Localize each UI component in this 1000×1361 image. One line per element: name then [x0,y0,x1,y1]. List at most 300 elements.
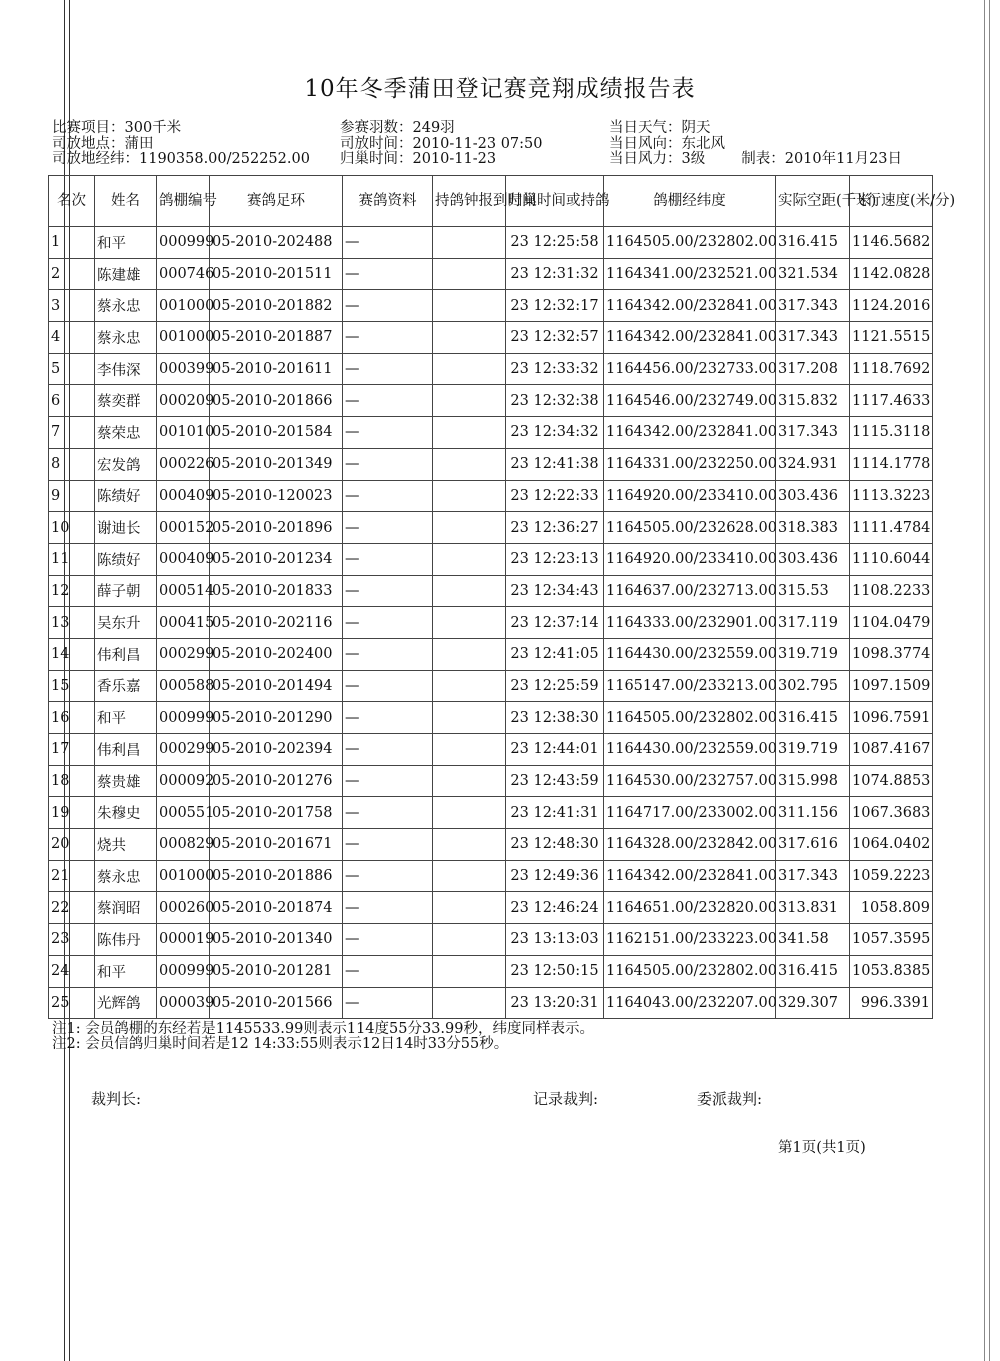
name-cell: 陈伟丹 [95,924,157,956]
loft-cell: 000299 [157,638,210,670]
ring-cell: 05-2010-201874 [210,892,343,924]
arrival-cell: 23 12:34:43 [506,575,604,607]
loft-cell: 001000 [157,860,210,892]
header-arrival-time: 归巢时间或持鸽 [506,176,604,227]
info-cell: — [343,543,433,575]
speed-cell: 1124.2016 [850,290,933,322]
speed-cell: 1087.4167 [850,734,933,766]
clock-cell [433,638,506,670]
distance-cell: 317.119 [776,607,850,639]
arrival-cell: 23 12:23:13 [506,543,604,575]
clock-cell [433,258,506,290]
clock-cell [433,829,506,861]
distance-cell: 319.719 [776,638,850,670]
header-clock-time: 持鸽钟报到时间 [433,176,506,227]
clock-cell [433,575,506,607]
speed-cell: 1067.3683 [850,797,933,829]
rank-cell: 15 [49,670,95,702]
ring-cell: 05-2010-201234 [210,543,343,575]
coords-cell: 1164043.00/232207.00 [604,987,776,1019]
name-cell: 陈绩好 [95,543,157,575]
coords-cell: 1164505.00/232628.00 [604,512,776,544]
clock-cell [433,290,506,322]
rank-cell: 25 [49,987,95,1019]
loft-cell: 000551 [157,797,210,829]
ring-cell: 05-2010-201276 [210,765,343,797]
rank-cell: 14 [49,638,95,670]
name-cell: 宏发鸽 [95,448,157,480]
ring-cell: 05-2010-201882 [210,290,343,322]
coords-cell: 1164430.00/232559.00 [604,638,776,670]
coords-cell: 1162151.00/233223.00 [604,924,776,956]
ring-cell: 05-2010-201349 [210,448,343,480]
rank-cell: 6 [49,385,95,417]
name-cell: 蔡贵雄 [95,765,157,797]
ring-cell: 05-2010-201340 [210,924,343,956]
speed-cell: 1110.6044 [850,543,933,575]
loft-cell: 000415 [157,607,210,639]
name-cell: 和平 [95,955,157,987]
rank-cell: 19 [49,797,95,829]
coords-cell: 1164530.00/232757.00 [604,765,776,797]
ring-cell: 05-2010-201290 [210,702,343,734]
info-cell: — [343,512,433,544]
rank-cell: 16 [49,702,95,734]
ring-cell: 05-2010-201494 [210,670,343,702]
coords-cell: 1164920.00/233410.00 [604,543,776,575]
coords-cell: 1164546.00/232749.00 [604,385,776,417]
release-coords-field: 司放地经纬：1190358.00/252252.00 [52,151,310,167]
arrival-cell: 23 12:41:31 [506,797,604,829]
speed-cell: 1057.3595 [850,924,933,956]
name-cell: 烧共 [95,829,157,861]
info-cell: — [343,607,433,639]
distance-cell: 317.343 [776,860,850,892]
ring-cell: 05-2010-201887 [210,322,343,354]
ring-cell: 05-2010-201671 [210,829,343,861]
coords-cell: 1164342.00/232841.00 [604,322,776,354]
info-cell: — [343,290,433,322]
speed-cell: 1142.0828 [850,258,933,290]
speed-cell: 1111.4784 [850,512,933,544]
distance-cell: 311.156 [776,797,850,829]
results-table [48,175,956,1019]
clock-cell [433,322,506,354]
arrival-cell: 23 12:37:14 [506,607,604,639]
distance-cell: 317.343 [776,290,850,322]
clock-cell [433,924,506,956]
header-coords: 鸽棚经纬度 [604,176,776,227]
speed-cell: 1059.2223 [850,860,933,892]
clock-cell [433,353,506,385]
table-row [49,385,933,417]
info-cell: — [343,860,433,892]
coords-cell: 1164920.00/233410.00 [604,480,776,512]
info-cell: — [343,734,433,766]
table-row [49,353,933,385]
ring-cell: 05-2010-120023 [210,480,343,512]
ring-cell: 05-2010-201566 [210,987,343,1019]
rank-cell: 11 [49,543,95,575]
speed-cell: 1098.3774 [850,638,933,670]
name-cell: 蔡永忠 [95,290,157,322]
page-number: 第1页(共1页) [778,1140,866,1156]
arrival-cell: 23 12:32:38 [506,385,604,417]
speed-cell: 1115.3118 [850,417,933,449]
arrival-cell: 23 12:33:32 [506,353,604,385]
arrival-cell: 23 12:41:38 [506,448,604,480]
distance-cell: 315.53 [776,575,850,607]
arrival-cell: 23 12:32:17 [506,290,604,322]
distance-cell: 329.307 [776,987,850,1019]
coords-cell: 1164717.00/233002.00 [604,797,776,829]
loft-cell: 000999 [157,955,210,987]
arrival-cell: 23 12:41:05 [506,638,604,670]
rank-cell: 21 [49,860,95,892]
speed-cell: 1117.4633 [850,385,933,417]
wind-direction-field: 当日风向：东北风 [609,135,725,152]
rank-cell: 23 [49,924,95,956]
arrival-cell: 23 12:43:59 [506,765,604,797]
ring-cell: 05-2010-201611 [210,353,343,385]
info-cell: — [343,638,433,670]
name-cell: 和平 [95,702,157,734]
clock-cell [433,734,506,766]
loft-cell: 000829 [157,829,210,861]
table-row [49,227,933,259]
table-row [49,448,933,480]
distance-cell: 319.719 [776,734,850,766]
rank-cell: 8 [49,448,95,480]
clock-cell [433,987,506,1019]
loft-cell: 000092 [157,765,210,797]
loft-cell: 000299 [157,734,210,766]
arrival-cell: 23 12:44:01 [506,734,604,766]
header-rank: 名次 [49,176,95,227]
loft-cell: 000399 [157,353,210,385]
info-cell: — [343,448,433,480]
loft-cell: 000152 [157,512,210,544]
coords-cell: 1164505.00/232802.00 [604,955,776,987]
table-row [49,860,933,892]
loft-cell: 001000 [157,322,210,354]
loft-cell: 000746 [157,258,210,290]
table-row [49,892,933,924]
loft-cell: 001000 [157,290,210,322]
assigned-judge-label: 委派裁判: [697,1090,763,1108]
arrival-cell: 23 12:22:33 [506,480,604,512]
event-field: 比赛项目：300千米 [52,120,182,136]
speed-cell: 1053.8385 [850,955,933,987]
ring-cell: 05-2010-201866 [210,385,343,417]
clock-cell [433,955,506,987]
arrival-cell: 23 12:36:27 [506,512,604,544]
loft-cell: 000999 [157,702,210,734]
arrival-cell: 23 12:38:30 [506,702,604,734]
table-row [49,417,933,449]
ring-cell: 05-2010-202394 [210,734,343,766]
distance-cell: 317.343 [776,322,850,354]
speed-cell: 1097.1509 [850,670,933,702]
arrival-cell: 23 12:25:58 [506,227,604,259]
arrival-cell: 23 12:46:24 [506,892,604,924]
info-cell: — [343,353,433,385]
chief-judge-label: 裁判长: [91,1090,142,1108]
speed-cell: 1096.7591 [850,702,933,734]
loft-cell: 000999 [157,227,210,259]
coords-cell: 1164637.00/232713.00 [604,575,776,607]
header-loft-no: 鸽棚编号 [157,176,210,227]
table-row [49,258,933,290]
table-row [49,290,933,322]
clock-cell [433,860,506,892]
name-cell: 陈绩好 [95,480,157,512]
name-cell: 薛子朝 [95,575,157,607]
speed-cell: 1074.8853 [850,765,933,797]
table-row [49,322,933,354]
record-judge-label: 记录裁判: [533,1090,599,1108]
table-row [49,543,933,575]
header-ring: 赛鸽足环 [210,176,343,227]
arrival-cell: 23 12:50:15 [506,955,604,987]
speed-cell: 1064.0402 [850,829,933,861]
table-row [49,702,933,734]
coords-cell: 1164505.00/232802.00 [604,227,776,259]
info-cell: — [343,575,433,607]
arrival-cell: 23 12:49:36 [506,860,604,892]
ring-cell: 05-2010-201896 [210,512,343,544]
table-row [49,512,933,544]
distance-cell: 316.415 [776,955,850,987]
name-cell: 香乐嘉 [95,670,157,702]
name-cell: 蔡奕群 [95,385,157,417]
weather-field: 当日天气：阴天 [609,120,711,136]
footnotes [52,1022,594,1052]
rank-cell: 7 [49,417,95,449]
rank-cell: 12 [49,575,95,607]
arrival-cell: 23 13:13:03 [506,924,604,956]
rank-cell: 1 [49,227,95,259]
coords-cell: 1165147.00/233213.00 [604,670,776,702]
loft-cell: 000019 [157,924,210,956]
info-cell: — [343,924,433,956]
coords-cell: 1164505.00/232802.00 [604,702,776,734]
right-margin-line [984,0,985,1361]
speed-cell: 1114.1778 [850,448,933,480]
speed-cell: 1108.2233 [850,575,933,607]
name-cell: 陈建雄 [95,258,157,290]
loft-cell: 000209 [157,385,210,417]
table-row [49,829,933,861]
table-row [49,607,933,639]
coords-cell: 1164342.00/232841.00 [604,860,776,892]
table-row [49,670,933,702]
arrival-cell: 23 13:20:31 [506,987,604,1019]
ring-cell: 05-2010-202488 [210,227,343,259]
ring-cell: 05-2010-202400 [210,638,343,670]
info-cell: — [343,797,433,829]
distance-cell: 317.343 [776,417,850,449]
info-cell: — [343,829,433,861]
table-row [49,924,933,956]
release-place-field: 司放地点：蒲田 [52,135,154,152]
coords-cell: 1164331.00/232250.00 [604,448,776,480]
rank-cell: 2 [49,258,95,290]
coords-cell: 1164333.00/232901.00 [604,607,776,639]
distance-cell: 317.208 [776,353,850,385]
info-cell: — [343,258,433,290]
name-cell: 吴东升 [95,607,157,639]
ring-cell: 05-2010-201584 [210,417,343,449]
info-cell: — [343,955,433,987]
footnote-2: 注2: 会员信鸽归巢时间若是12 14:33:55则表示12日14时33分55秒。 [52,1036,509,1052]
clock-cell [433,765,506,797]
table-row [49,638,933,670]
speed-cell: 996.3391 [850,987,933,1019]
loft-cell: 001010 [157,417,210,449]
wind-force-field: 当日风力：3级 [609,151,706,167]
name-cell: 蔡荣忠 [95,417,157,449]
rank-cell: 4 [49,322,95,354]
loft-cell: 000588 [157,670,210,702]
arrival-cell: 23 12:34:32 [506,417,604,449]
table-row [49,987,933,1019]
distance-cell: 303.436 [776,543,850,575]
coords-cell: 1164341.00/232521.00 [604,258,776,290]
document-title: 10年冬季蒲田登记赛竞翔成绩报告表 [304,76,696,102]
clock-cell [433,227,506,259]
distance-cell: 316.415 [776,702,850,734]
speed-cell: 1121.5515 [850,322,933,354]
clock-cell [433,670,506,702]
coords-cell: 1164456.00/232733.00 [604,353,776,385]
info-cell: — [343,417,433,449]
info-cell: — [343,322,433,354]
loft-cell: 000409 [157,480,210,512]
info-cell: — [343,987,433,1019]
info-cell: — [343,892,433,924]
distance-cell: 324.931 [776,448,850,480]
name-cell: 蔡永忠 [95,322,157,354]
rank-cell: 18 [49,765,95,797]
distance-cell: 341.58 [776,924,850,956]
speed-cell: 1113.3223 [850,480,933,512]
distance-cell: 317.616 [776,829,850,861]
speed-cell: 1146.5682 [850,227,933,259]
footnote-1: 注1: 会员鸽棚的东经若是1145533.99则表示114度55分33.99秒，纬度同样表示。 [52,1021,594,1037]
rank-cell: 5 [49,353,95,385]
arrival-cell: 23 12:25:59 [506,670,604,702]
info-cell: — [343,670,433,702]
clock-cell [433,543,506,575]
name-cell: 伟利昌 [95,638,157,670]
name-cell: 伟利昌 [95,734,157,766]
clock-cell [433,385,506,417]
speed-cell: 1118.7692 [850,353,933,385]
clock-cell [433,797,506,829]
distance-cell: 321.534 [776,258,850,290]
coords-cell: 1164430.00/232559.00 [604,734,776,766]
return-time-field: 归巢时间：2010-11-23 [340,151,497,167]
name-cell: 李伟深 [95,353,157,385]
right-margin-line-2 [989,0,990,1361]
info-cell: — [343,702,433,734]
table-row [49,797,933,829]
coords-cell: 1164651.00/232820.00 [604,892,776,924]
name-cell: 朱穆史 [95,797,157,829]
table-row [49,765,933,797]
table-row [49,955,933,987]
name-cell: 蔡永忠 [95,860,157,892]
info-cell: — [343,765,433,797]
speed-cell: 1104.0479 [850,607,933,639]
clock-cell [433,417,506,449]
rank-cell: 20 [49,829,95,861]
info-cell: — [343,385,433,417]
header-pigeon-info: 赛鸽资料 [343,176,433,227]
loft-cell: 000260 [157,892,210,924]
clock-cell [433,892,506,924]
ring-cell: 05-2010-202116 [210,607,343,639]
clock-cell [433,448,506,480]
arrival-cell: 23 12:32:57 [506,322,604,354]
loft-cell: 000226 [157,448,210,480]
ring-cell: 05-2010-201511 [210,258,343,290]
rank-cell: 22 [49,892,95,924]
distance-cell: 316.415 [776,227,850,259]
info-cell: — [343,480,433,512]
ring-cell: 05-2010-201281 [210,955,343,987]
distance-cell: 315.998 [776,765,850,797]
rank-cell: 17 [49,734,95,766]
header-distance: 实际空距(千米) [776,176,850,227]
ring-cell: 05-2010-201758 [210,797,343,829]
speed-cell: 1058.809 [850,892,933,924]
distance-cell: 303.436 [776,480,850,512]
loft-cell: 000409 [157,543,210,575]
rank-cell: 3 [49,290,95,322]
distance-cell: 302.795 [776,670,850,702]
name-cell: 和平 [95,227,157,259]
header-name: 姓名 [95,176,157,227]
arrival-cell: 23 12:48:30 [506,829,604,861]
name-cell: 光辉鸽 [95,987,157,1019]
table-row [49,734,933,766]
coords-cell: 1164328.00/232842.00 [604,829,776,861]
rank-cell: 13 [49,607,95,639]
arrival-cell: 23 12:31:32 [506,258,604,290]
name-cell: 谢迪长 [95,512,157,544]
distance-cell: 315.832 [776,385,850,417]
loft-cell: 000039 [157,987,210,1019]
table-header-row [49,176,933,227]
clock-cell [433,607,506,639]
made-date-field: 制表：2010年11月23日 [741,151,903,167]
ring-cell: 05-2010-201833 [210,575,343,607]
distance-cell: 318.383 [776,512,850,544]
info-cell: — [343,227,433,259]
release-time-field: 司放时间：2010-11-23 07:50 [340,135,543,152]
distance-cell: 313.831 [776,892,850,924]
table-row [49,575,933,607]
clock-cell [433,480,506,512]
rank-cell: 9 [49,480,95,512]
loft-cell: 000514 [157,575,210,607]
entries-field: 参赛羽数：249羽 [340,120,455,136]
rank-cell: 10 [49,512,95,544]
coords-cell: 1164342.00/232841.00 [604,417,776,449]
header-speed: 飞行速度(米/分) [850,176,933,227]
